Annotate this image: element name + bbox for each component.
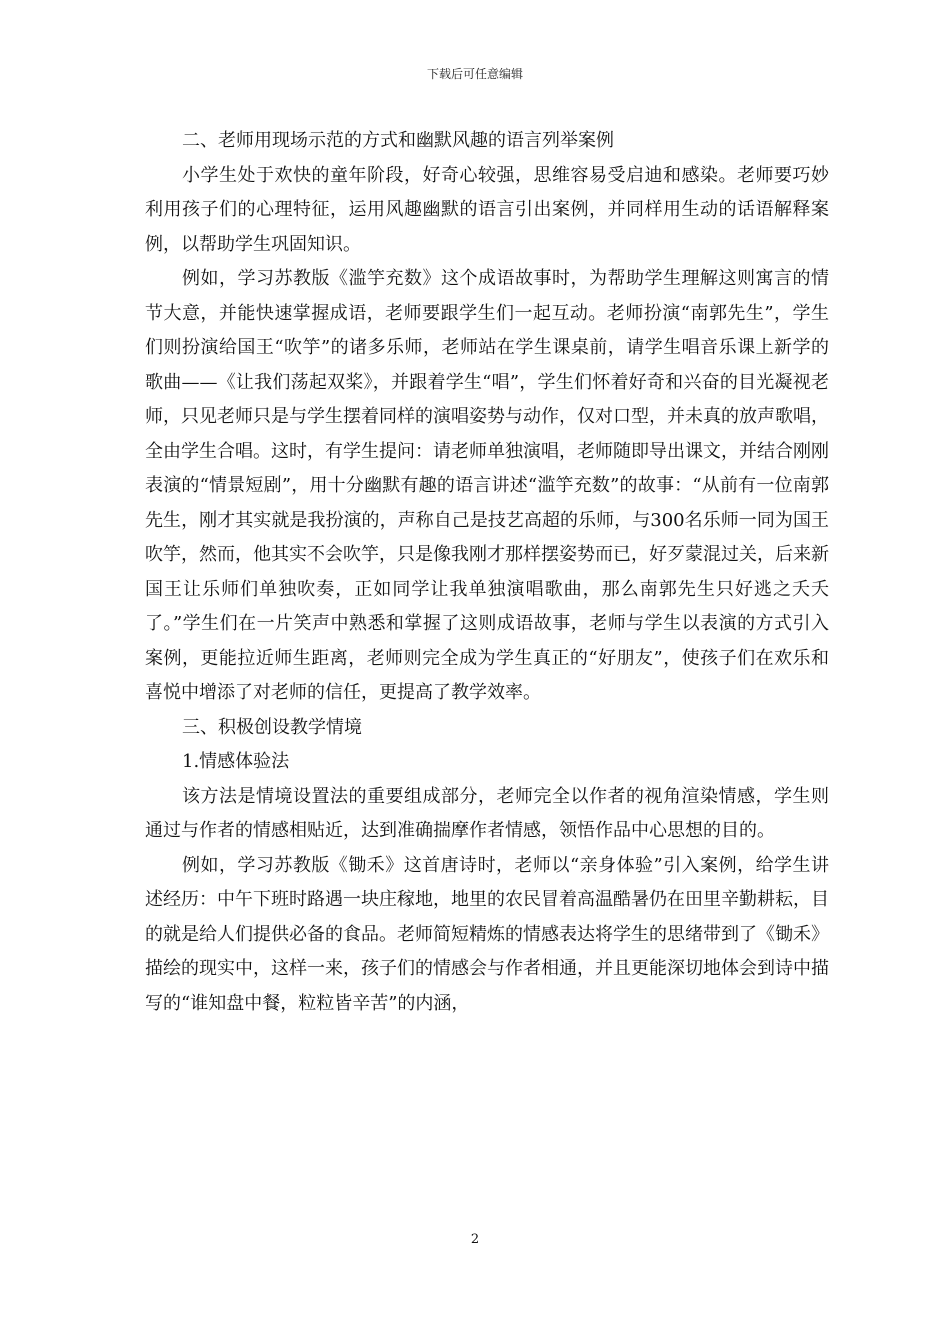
body-paragraph: 例如，学习苏教版《滥竽充数》这个成语故事时，为帮助学生理解这则寓言的情节大意，并能快速掌握成语，老师要跟学生们一起互动。老师扮演“南郭先生”，学生们则扮演给国王“吹竽”的诸多乐师，老师站在学生课桌前，请学生唱音乐课上新学的歌曲——《让我们荡起双桨》，并跟着学生“唱”，学生们怀着好奇和兴奋的目光凝视老师，只见老师只是与学生摆着同样的演唱姿势与动作，仅对口型，并未真的放声歌唱，全由学生合唱。这时，有学生提问：请老师单独演唱，老师随即导出课文，并结合刚刚表演的“情景短剧”，用十分幽默有趣的语言讲述“滥竽充数”的故事：“从前有一位南郭先生，刚才其实就是我扮演的，声称自己是技艺高超的乐师，与300名乐师一同为国王吹竽，然而，他其实不会吹竽，只是像我刚才那样摆姿势而已，好歹蒙混过关，后来新国王让乐师们单独吹奏，正如同学让我单独演唱歌曲，那么南郭先生只好逃之夭夭了。”学生们在一片笑声中熟悉和掌握了这则成语故事，老师与学生以表演的方式引入案例，更能拉近师生距离，老师则完全成为学生真正的“好朋友”，使孩子们在欢乐和喜悦中增添了对老师的信任，更提高了教学效率。 [145,268,829,703]
subsection-heading: 1.情感体验法 [182,751,290,772]
body-paragraph: 该方法是情境设置法的重要组成部分，老师完全以作者的视角渲染情感，学生则通过与作者的情感相贴近，达到准确揣摩作者情感，领悟作品中心思想的目的。 [145,785,829,841]
document-body [145,124,829,1021]
page-header: 下载后可任意编辑 [426,67,523,81]
section-heading-three: 三、积极创设教学情境 [182,716,362,738]
page-number: 2 [470,1232,480,1247]
body-paragraph: 例如，学习苏教版《锄禾》这首唐诗时，老师以“亲身体验”引入案例，给学生讲述经历：中午下班时路遇一块庄稼地，地里的农民冒着高温酷暑仍在田里辛勤耕耘，目的就是给人们提供必备的食品。老师简短精炼的情感表达将学生的思绪带到了《锄禾》描绘的现实中，这样一来，孩子们的情感会与作者相通，并且更能深切地体会到诗中描写的“谁知盘中餐，粒粒皆辛苦”的内涵， [145,854,829,1014]
body-paragraph: 小学生处于欢快的童年阶段，好奇心较强，思维容易受启迪和感染。老师要巧妙利用孩子们的心理特征，运用风趣幽默的语言引出案例，并同样用生动的话语解释案例，以帮助学生巩固知识。 [145,164,829,255]
section-heading-two: 二、老师用现场示范的方式和幽默风趣的语言列举案例 [182,130,614,151]
